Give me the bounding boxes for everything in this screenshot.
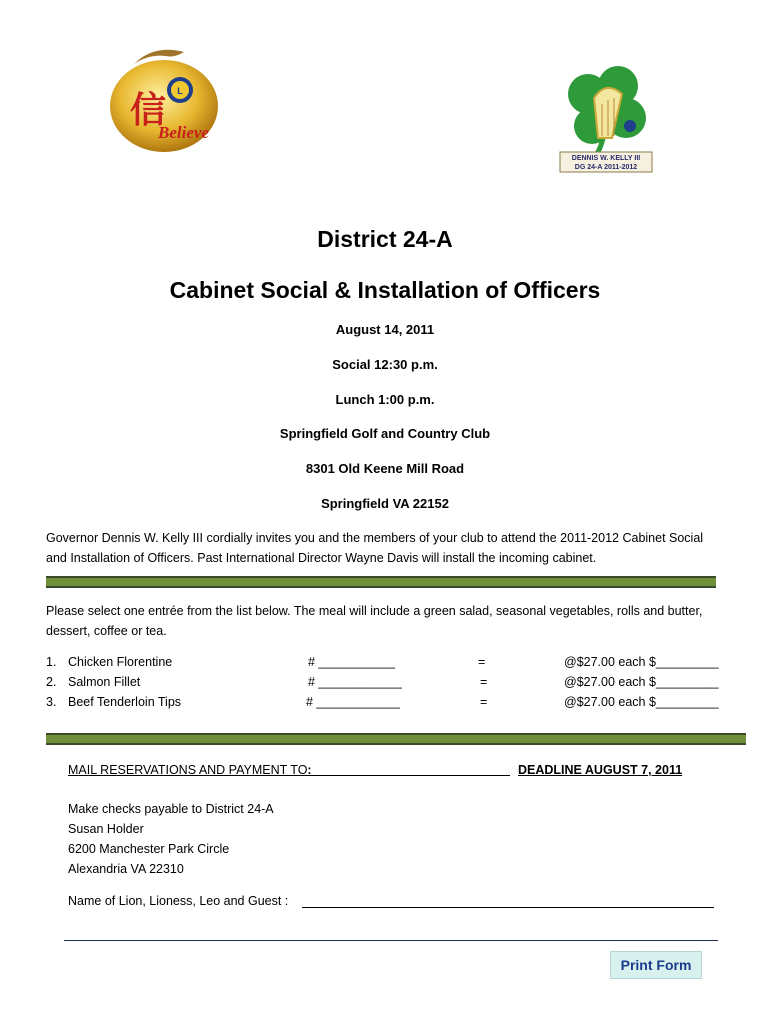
divider-bar	[46, 733, 746, 745]
page-title: District 24-A	[317, 226, 453, 252]
print-form-button[interactable]: Print Form	[610, 951, 702, 979]
shamrock-logo	[556, 64, 656, 174]
venue-street: 8301 Old Keene Mill Road	[305, 461, 465, 476]
entree-price-field[interactable]: @$27.00 each $_________	[564, 695, 719, 709]
svg-text:DG 24-A 2011-2012: DG 24-A 2011-2012	[574, 164, 638, 171]
payee-city: Alexandria VA 22310	[68, 862, 184, 876]
event-date: August 14, 2011	[335, 322, 435, 337]
svg-text:L: L	[177, 86, 183, 96]
entree-equals: =	[478, 655, 486, 669]
entree-name: Chicken Florentine	[68, 655, 173, 669]
believe-logo	[104, 44, 224, 156]
venue-name: Springfield Golf and Country Club	[279, 426, 491, 441]
footer-rule	[64, 940, 718, 941]
social-time: Social 12:30 p.m.	[332, 357, 438, 372]
deadline: DEADLINE AUGUST 7, 2011	[518, 763, 683, 777]
guest-name-label: Name of Lion, Lioness, Leo and Guest :	[68, 894, 289, 908]
entree-name: Salmon Fillet	[68, 675, 141, 689]
entree-quantity-field[interactable]: # ____________	[308, 675, 402, 689]
entree-equals: =	[480, 695, 488, 709]
entree-price-field[interactable]: @$27.00 each $_________	[564, 675, 719, 689]
mail-heading-line	[300, 775, 510, 776]
entree-number: 2.	[46, 675, 57, 689]
entree-row	[46, 695, 736, 715]
entree-equals: =	[480, 675, 488, 689]
menu-intro: Please select one entrée from the list below. The meal will include a green salad, seasonal vegetables, rolls and butter, dessert, coffee or tea.	[46, 604, 703, 638]
intro-paragraph: Governor Dennis W. Kelly III cordially invites you and the members of your club to attend the 2011-2012 Cabinet Social and Installation of Officers. Past International Director Wayne Davis will install the incoming cabinet.	[46, 531, 704, 565]
entree-row	[46, 675, 736, 695]
venue-city: Springfield VA 22152	[321, 496, 449, 511]
divider-bar	[46, 576, 716, 588]
payee-name: Susan Holder	[68, 822, 144, 836]
mail-heading: MAIL RESERVATIONS AND PAYMENT TO:	[68, 763, 312, 777]
svg-text:信: 信	[130, 89, 167, 131]
payee-street: 6200 Manchester Park Circle	[68, 842, 230, 856]
payable-line: Make checks payable to District 24-A	[68, 802, 274, 816]
entree-number: 1.	[46, 655, 57, 669]
lunch-time: Lunch 1:00 p.m.	[335, 392, 435, 407]
svg-text:Believe: Believe	[158, 123, 209, 142]
entree-quantity-field[interactable]: # ____________	[306, 695, 400, 709]
entree-quantity-field[interactable]: # ___________	[308, 655, 395, 669]
entree-row	[46, 655, 736, 675]
entree-price-field[interactable]: @$27.00 each $_________	[564, 655, 719, 669]
guest-name-field[interactable]	[302, 907, 714, 908]
entree-name: Beef Tenderloin Tips	[68, 695, 182, 709]
page-subtitle: Cabinet Social & Installation of Officers	[169, 277, 601, 303]
svg-text:DENNIS W. KELLY III: DENNIS W. KELLY III	[571, 155, 641, 162]
entree-number: 3.	[46, 695, 57, 709]
